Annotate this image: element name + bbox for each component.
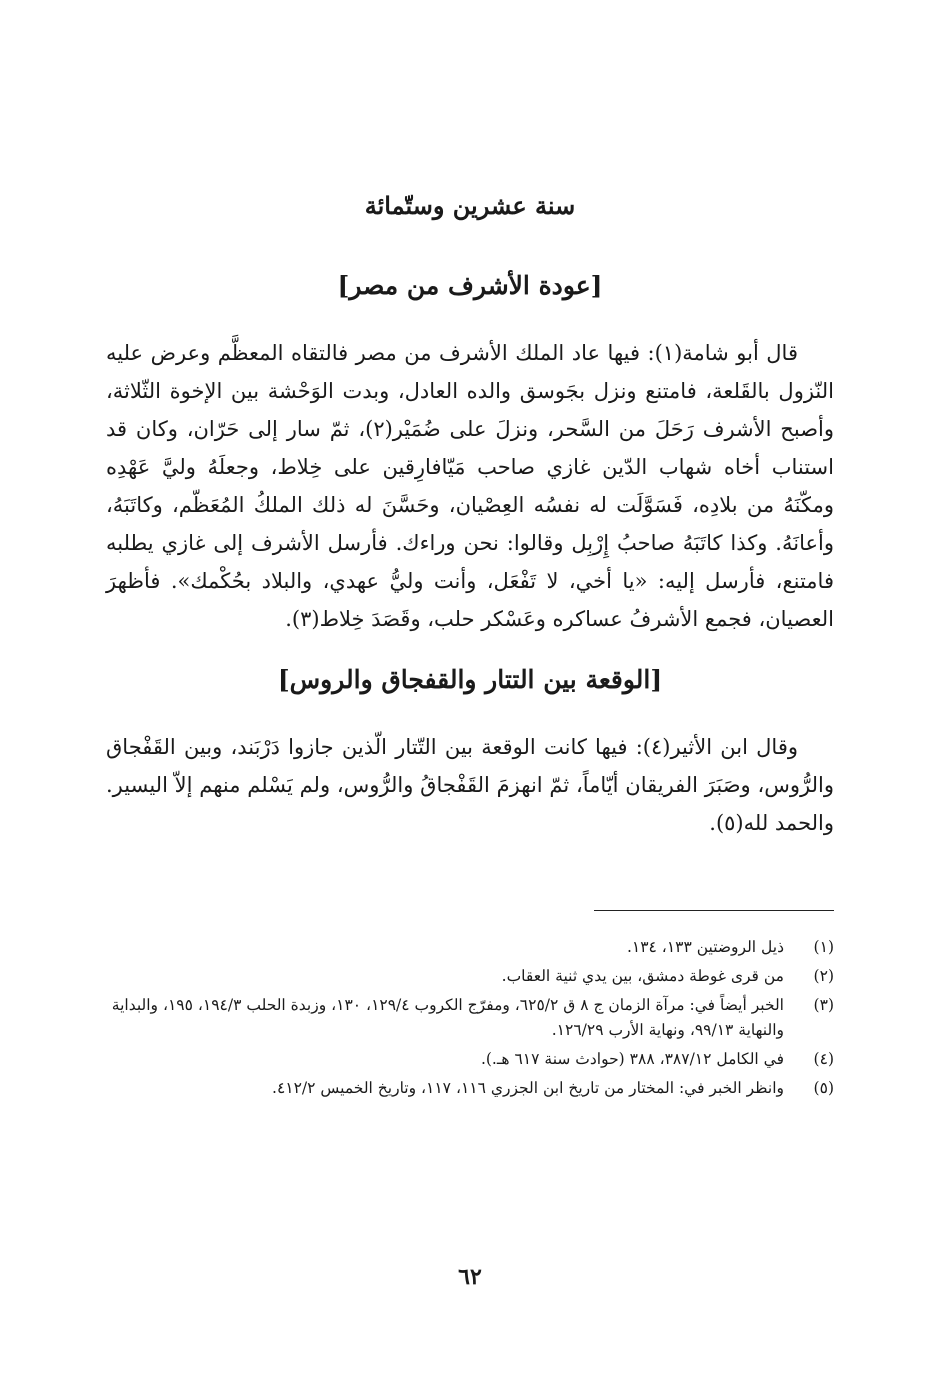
paragraph-tatar-battle: وقال ابن الأثير(٤): فيها كانت الوقعة بين التّتار الّذين جازوا دَرْبَند، وبين القَفْجاق والرُّوس، وصَبَرَ الفريقان أيّاماً، ثمّ انهزمَ القَفْجاقُ والرُّوس، ولم يَسْلم منهم إلاّ اليسير. والحمد لله(٥). xyxy=(106,735,834,835)
footnote-item xyxy=(106,993,834,1043)
paragraph-ashraf-return: قال أبو شامة(١): فيها عاد الملك الأشرف من مصر فالتقاه المعظَّم وعرض عليه النّزول بالقَلعة، فامتنع ونزل بجَوسق والده العادل، وبدت الوَحْشة بين الإخوة الثّلاثة، وأصبح الأشرف رَحَلَ من السَّحر، ونزلَ على ضُمَيْر(٢)، ثمّ سار إلى حَرّان، وكان قد استناب أخاه شهاب الدّين غازي صاحب مَيّافارِقين على خِلاط، وجعلَهُ وليَّ عَهْدِه ومكّنَهُ من بلادِه، فَسَوَّلَت له نفسُه العِصْيان، وحَسَّنَ له ذلك الملكُ المُعَظّم، وكاتَبَهُ، وأعانَهُ. وكذا كاتَبَهُ صاحبُ إِرْبِل وقالوا: نحن وراءك. فأرسل الأشرف إلى غازي يطلبه فامتنع، فأرسل إليه: «يا أخي، لا تَفْعَل، وأنت وليُّ عهدي، والبلاد بحُكْمك». فأظهرَ العصيان، فجمع الأشرفُ عساكره وعَسْكر حلب، وقَصَدَ خِلاط(٣). xyxy=(106,341,834,631)
section-title-ashraf-return: [عودة الأشرف من مصر] xyxy=(337,271,603,300)
footnote-number: (٥) xyxy=(813,1079,834,1097)
footnote-item xyxy=(106,1076,834,1101)
footnote-number: (٤) xyxy=(813,1050,834,1068)
footnote-item xyxy=(106,1047,834,1072)
year-title: سنة عشرين وستّمائة xyxy=(364,191,576,220)
footnote-item xyxy=(106,964,834,989)
page-number: ٦٢ xyxy=(458,1264,482,1290)
footnotes-list xyxy=(106,935,834,1101)
footnote-item xyxy=(106,935,834,960)
footnote-text: وانظر الخبر في: المختار من تاريخ ابن الجزري ١١٦، ١١٧، وتاريخ الخميس ٤١٢/٢. xyxy=(272,1079,784,1097)
footnote-number: (٣) xyxy=(813,996,834,1014)
footnote-number: (٢) xyxy=(813,967,834,985)
footnote-text: في الكامل ٣٨٧/١٢، ٣٨٨ (حوادث سنة ٦١٧ هـ.). xyxy=(480,1050,784,1068)
section-title-tatar-battle: [الوقعة بين التتار والقفجاق والروس] xyxy=(277,665,663,694)
footnote-text: ذيل الروضتين ١٣٣، ١٣٤. xyxy=(626,938,784,956)
footnote-divider xyxy=(594,910,834,911)
footnote-number: (١) xyxy=(813,938,834,956)
footnote-text: الخبر أيضاً في: مرآة الزمان ج ٨ ق ٦٢٥/٢، ومفرّج الكروب ١٢٩/٤، ١٣٠، وزبدة الحلب ١٩٤/٣، ١٩٥، والبداية والنهاية ٩٩/١٣، ونهاية الأرب ١٢٦/٢٩. xyxy=(111,996,784,1039)
footnote-text: من قرى غوطة دمشق، بين يدي ثنية العقاب. xyxy=(501,967,784,985)
